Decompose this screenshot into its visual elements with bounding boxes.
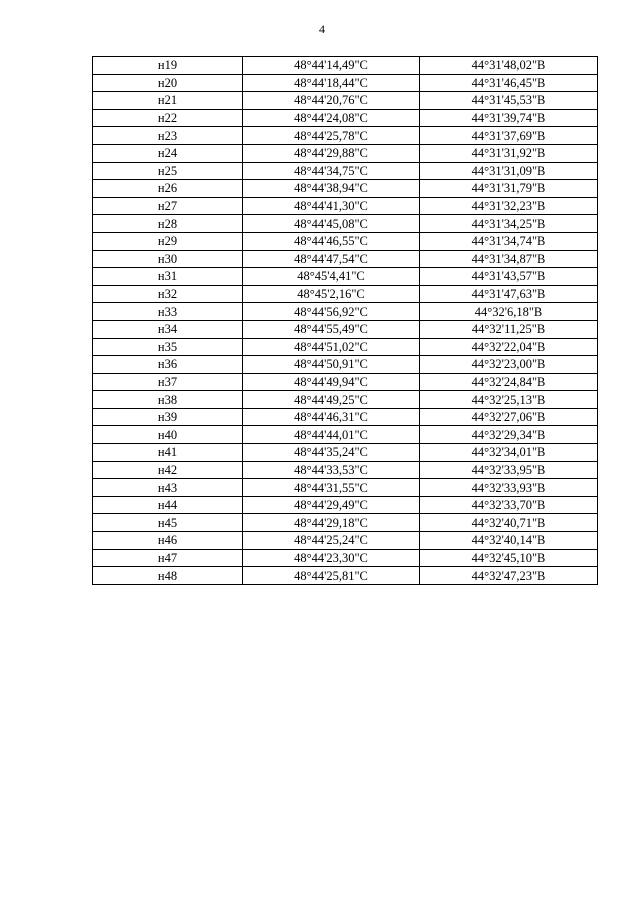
longitude-cell: 44°31'48,02"В [420, 57, 598, 75]
table-row [93, 162, 598, 180]
table-row [93, 373, 598, 391]
latitude-cell: 48°44'29,49"С [243, 496, 420, 514]
page-number: 4 [319, 22, 325, 36]
longitude-cell: 44°32'11,25"В [420, 320, 598, 338]
table-row [93, 567, 598, 585]
longitude-cell: 44°31'47,63"В [420, 285, 598, 303]
table-row [93, 532, 598, 550]
latitude-cell: 48°44'14,49"С [243, 57, 420, 75]
latitude-cell: 48°44'18,44"С [243, 74, 420, 92]
table-row [93, 303, 598, 321]
table-row [93, 479, 598, 497]
latitude-cell: 48°44'23,30"С [243, 549, 420, 567]
point-name-cell: н32 [93, 285, 243, 303]
latitude-cell: 48°44'25,78"С [243, 127, 420, 145]
point-name-cell: н40 [93, 426, 243, 444]
longitude-cell: 44°32'45,10"В [420, 549, 598, 567]
point-name-cell: н31 [93, 268, 243, 286]
longitude-cell: 44°31'43,57"В [420, 268, 598, 286]
longitude-cell: 44°31'31,92"В [420, 144, 598, 162]
coordinates-table [92, 56, 598, 585]
latitude-cell: 48°44'49,94"С [243, 373, 420, 391]
point-name-cell: н24 [93, 144, 243, 162]
table-row [93, 356, 598, 374]
table-row [93, 408, 598, 426]
point-name-cell: н35 [93, 338, 243, 356]
table-row [93, 514, 598, 532]
longitude-cell: 44°32'40,71"В [420, 514, 598, 532]
latitude-cell: 48°44'46,31"С [243, 408, 420, 426]
point-name-cell: н39 [93, 408, 243, 426]
latitude-cell: 48°44'29,18"С [243, 514, 420, 532]
table-row [93, 549, 598, 567]
table-row [93, 444, 598, 462]
latitude-cell: 48°45'4,41"С [243, 268, 420, 286]
longitude-cell: 44°32'23,00"В [420, 356, 598, 374]
latitude-cell: 48°44'24,08"С [243, 109, 420, 127]
table-row [93, 144, 598, 162]
point-name-cell: н28 [93, 215, 243, 233]
longitude-cell: 44°31'45,53"В [420, 92, 598, 110]
table-row [93, 461, 598, 479]
latitude-cell: 48°44'51,02"С [243, 338, 420, 356]
longitude-cell: 44°31'34,74"В [420, 232, 598, 250]
table-row [93, 250, 598, 268]
point-name-cell: н22 [93, 109, 243, 127]
latitude-cell: 48°44'45,08"С [243, 215, 420, 233]
point-name-cell: н29 [93, 232, 243, 250]
longitude-cell: 44°31'31,09"В [420, 162, 598, 180]
longitude-cell: 44°32'27,06"В [420, 408, 598, 426]
longitude-cell: 44°32'33,70"В [420, 496, 598, 514]
latitude-cell: 48°44'55,49"С [243, 320, 420, 338]
point-name-cell: н43 [93, 479, 243, 497]
longitude-cell: 44°32'47,23"В [420, 567, 598, 585]
table-row [93, 57, 598, 75]
point-name-cell: н26 [93, 180, 243, 198]
point-name-cell: н41 [93, 444, 243, 462]
latitude-cell: 48°44'35,24"С [243, 444, 420, 462]
point-name-cell: н38 [93, 391, 243, 409]
point-name-cell: н21 [93, 92, 243, 110]
point-name-cell: н25 [93, 162, 243, 180]
table-row [93, 496, 598, 514]
latitude-cell: 48°44'49,25"С [243, 391, 420, 409]
table-row [93, 285, 598, 303]
latitude-cell: 48°44'25,81"С [243, 567, 420, 585]
longitude-cell: 44°32'22,04"В [420, 338, 598, 356]
longitude-cell: 44°32'40,14"В [420, 532, 598, 550]
table-row [93, 109, 598, 127]
longitude-cell: 44°31'39,74"В [420, 109, 598, 127]
longitude-cell: 44°31'31,79"В [420, 180, 598, 198]
latitude-cell: 48°44'50,91"С [243, 356, 420, 374]
latitude-cell: 48°44'34,75"С [243, 162, 420, 180]
table-row [93, 197, 598, 215]
longitude-cell: 44°31'34,87"В [420, 250, 598, 268]
latitude-cell: 48°44'20,76"С [243, 92, 420, 110]
point-name-cell: н19 [93, 57, 243, 75]
table-row [93, 92, 598, 110]
point-name-cell: н33 [93, 303, 243, 321]
table-row [93, 215, 598, 233]
longitude-cell: 44°32'25,13"В [420, 391, 598, 409]
table-row [93, 74, 598, 92]
longitude-cell: 44°32'29,34"В [420, 426, 598, 444]
point-name-cell: н34 [93, 320, 243, 338]
table-row [93, 268, 598, 286]
latitude-cell: 48°44'38,94"С [243, 180, 420, 198]
latitude-cell: 48°44'31,55"С [243, 479, 420, 497]
point-name-cell: н20 [93, 74, 243, 92]
latitude-cell: 48°44'56,92"С [243, 303, 420, 321]
point-name-cell: н44 [93, 496, 243, 514]
latitude-cell: 48°44'33,53"С [243, 461, 420, 479]
table-row [93, 232, 598, 250]
latitude-cell: 48°44'41,30"С [243, 197, 420, 215]
longitude-cell: 44°31'32,23"В [420, 197, 598, 215]
latitude-cell: 48°44'25,24"С [243, 532, 420, 550]
point-name-cell: н42 [93, 461, 243, 479]
longitude-cell: 44°31'46,45"В [420, 74, 598, 92]
point-name-cell: н23 [93, 127, 243, 145]
table-row [93, 391, 598, 409]
longitude-cell: 44°32'6,18"В [420, 303, 598, 321]
point-name-cell: н27 [93, 197, 243, 215]
table-row [93, 338, 598, 356]
longitude-cell: 44°32'24,84"В [420, 373, 598, 391]
table-row [93, 320, 598, 338]
point-name-cell: н47 [93, 549, 243, 567]
table-row [93, 180, 598, 198]
table-row [93, 127, 598, 145]
point-name-cell: н46 [93, 532, 243, 550]
longitude-cell: 44°31'34,25"В [420, 215, 598, 233]
longitude-cell: 44°32'33,93"В [420, 479, 598, 497]
table-row [93, 426, 598, 444]
point-name-cell: н30 [93, 250, 243, 268]
latitude-cell: 48°44'44,01"С [243, 426, 420, 444]
latitude-cell: 48°45'2,16"С [243, 285, 420, 303]
point-name-cell: н37 [93, 373, 243, 391]
point-name-cell: н48 [93, 567, 243, 585]
longitude-cell: 44°31'37,69"В [420, 127, 598, 145]
latitude-cell: 48°44'47,54"С [243, 250, 420, 268]
longitude-cell: 44°32'34,01"В [420, 444, 598, 462]
latitude-cell: 48°44'29,88"С [243, 144, 420, 162]
point-name-cell: н36 [93, 356, 243, 374]
point-name-cell: н45 [93, 514, 243, 532]
coordinates-table-body [93, 57, 598, 585]
latitude-cell: 48°44'46,55"С [243, 232, 420, 250]
longitude-cell: 44°32'33,95"В [420, 461, 598, 479]
